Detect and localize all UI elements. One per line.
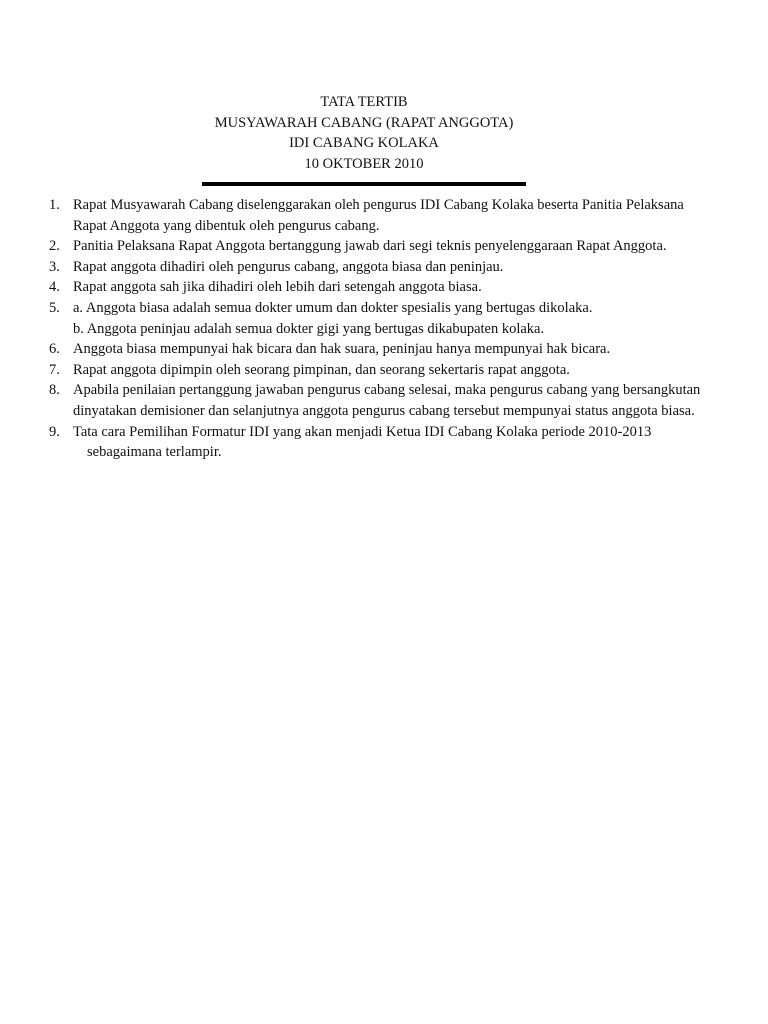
list-item-number: 2.	[49, 238, 60, 255]
list-item-number: 6.	[49, 341, 60, 358]
document-title: TATA TERTIB	[320, 94, 408, 110]
list-item-number: 3.	[49, 258, 60, 275]
list-item	[0, 236, 713, 257]
header-divider	[202, 182, 526, 186]
list-item	[0, 380, 713, 421]
document-date: 10 OKTOBER 2010	[304, 155, 424, 172]
list-item-number: 1.	[49, 197, 60, 213]
list-item-text: Rapat anggota dipimpin oleh seorang pimpinan, dan seorang sekertaris rapat anggota.	[73, 361, 570, 378]
list-item-text: Tata cara Pemilihan Formatur IDI yang akan menjadi Ketua IDI Cabang Kolaka periode 2010-2013	[73, 423, 652, 440]
rules-list	[0, 195, 768, 463]
list-item-text: Rapat anggota dihadiri oleh pengurus cabang, anggota biasa dan peninjau.	[73, 258, 504, 275]
organization-name: IDI CABANG KOLAKA	[289, 135, 439, 151]
list-item	[0, 298, 713, 339]
list-item-number: 5.	[49, 299, 60, 316]
list-item-text: Apabila penilaian pertanggung jawaban pengurus cabang selesai, maka pengurus cabang yang bersangkutan dinyatakan demisioner dan selanjutnya anggota pengurus cabang tersebut mempunyai status anggota biasa.	[73, 382, 701, 419]
list-item-continuation: sebagaimana terlampir.	[87, 444, 222, 461]
list-item	[0, 360, 713, 381]
list-item-number: 7.	[49, 361, 60, 378]
list-item-subtext-a: a. Anggota biasa adalah semua dokter umum dan dokter spesialis yang bertugas dikolaka.	[73, 299, 593, 316]
list-item-number: 8.	[49, 382, 60, 399]
list-item-text: Panitia Pelaksana Rapat Anggota bertanggung jawab dari segi teknis penyelenggaraan Rapat Anggota.	[73, 238, 667, 255]
list-item-subtext-b: b. Anggota peninjau adalah semua dokter gigi yang bertugas dikabupaten kolaka.	[73, 320, 545, 337]
list-item	[0, 277, 713, 298]
document-header	[0, 92, 728, 174]
list-item-text: Rapat anggota sah jika dihadiri oleh lebih dari setengah anggota biasa.	[73, 279, 482, 296]
list-item-text: Anggota biasa mempunyai hak bicara dan hak suara, peninjau hanya mempunyai hak bicara.	[73, 341, 611, 358]
list-item-number: 4.	[49, 279, 60, 296]
list-item	[0, 339, 713, 360]
list-item	[0, 195, 713, 236]
list-item-text: Rapat Musyawarah Cabang diselenggarakan oleh pengurus IDI Cabang Kolaka beserta Panitia Pelaksana Rapat Anggota yang dibentuk oleh pengurus cabang.	[73, 197, 684, 234]
document-subtitle: MUSYAWARAH CABANG (RAPAT ANGGOTA)	[214, 114, 514, 131]
list-item-number: 9.	[49, 423, 60, 440]
list-item	[0, 257, 713, 278]
list-item	[0, 422, 713, 463]
